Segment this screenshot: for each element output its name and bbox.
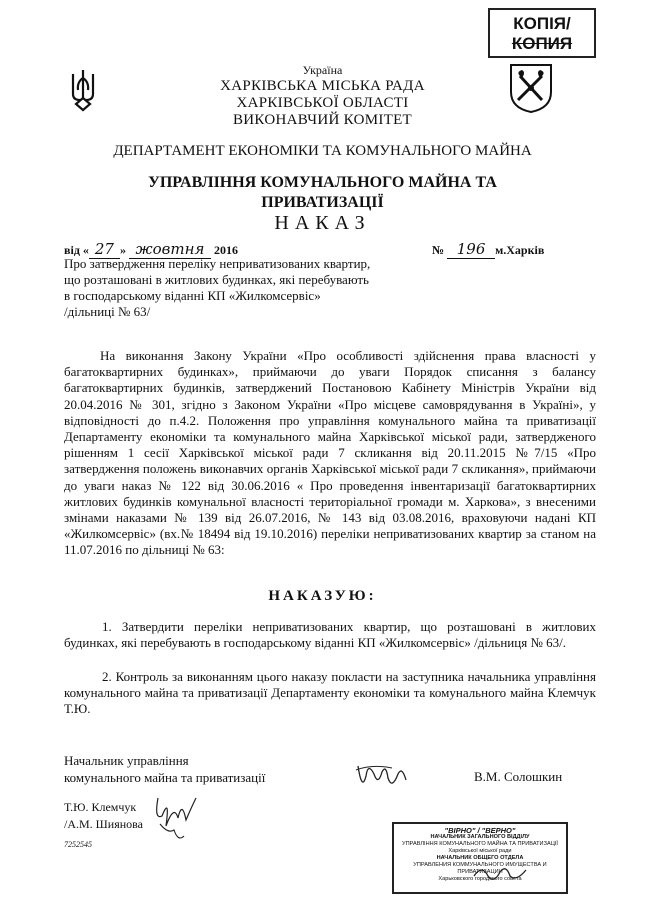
executive-committee: ВИКОНАВЧИЙ КОМІТЕТ bbox=[232, 112, 413, 128]
subject-line: /дільниці № 63/ bbox=[64, 304, 151, 319]
copy-stamp-ru: КОПИЯ bbox=[511, 34, 573, 53]
directorate-line-2: ПРИВАТИЗАЦІЇ bbox=[261, 194, 384, 211]
preamble-paragraph: На виконання Закону України «Про особливості здійснення права власності у багатоквартирних будинках», приймаючи до уваги Порядок списання з балансу багатоквартирних будинків, затверджений Постановою Кабінету Міністрів України від 20.04.2016 № 301, згідно з Законом України «Про місцеве самоврядування в Україні», у відповідності до п.4.2. Положення про управління комунального майна та приватизації Департаменту економіки та комунального майна Харківської міської ради, затвердженого рішенням 1 сесії Харківської міської ради 7 скликання від 20.11.2015 №7/15 «Про затвердження положень виконавчих органів Харківської міської ради 7 скликання», приймаючи до уваги наказ № 122 від 30.06.2016 « Про проведення інвентаризації багатоквартирних житлових будинків комунальної власності територіальної громади м. Харкова», з внесеними змінами наказами № 139 від 26.07.2016, № 143 від 03.08.2016, враховуючи надані КП «Жилкомсервіс» (вх.№ 18494 від 19.10.2016) переліки неприватизованих квартир за станом на 11.07.2016 по дільниці № 63: bbox=[64, 348, 596, 558]
place: м.Харків bbox=[495, 243, 545, 257]
verno-stamp-line: УПРАВЛЕНИЯ КОММУНАЛЬНОГО ИМУЩЕСТВА И ПРИВАТИЗАЦИИ bbox=[413, 862, 547, 875]
date-day: 27 bbox=[89, 240, 120, 259]
order-heading: НАКАЗУЮ: bbox=[268, 588, 377, 604]
date-year: 2016 bbox=[213, 243, 238, 257]
subject-line: що розташовані в житлових будинках, які перебувають bbox=[64, 272, 369, 287]
country-name: Україна bbox=[302, 63, 343, 77]
stamp-signature-icon bbox=[470, 862, 530, 884]
executor-name: Т.Ю. Клемчук bbox=[64, 800, 137, 814]
verno-stamp-line: Харківської міської ради bbox=[448, 848, 512, 854]
copy-stamp-ua: КОПІЯ/ bbox=[513, 14, 571, 33]
order-number bbox=[432, 240, 544, 259]
handwritten-signature-icon bbox=[352, 756, 412, 796]
order-item-2: 2. Контроль за виконанням цього наказу покласти на заступника начальника управління комунального майна та приватизації Департаменту економіки та комунального майна Клемчук Т.Ю. bbox=[64, 669, 596, 717]
document-type: НАКАЗ bbox=[274, 212, 371, 234]
council-title: ХАРКІВСЬКА МІСЬКА РАДА bbox=[220, 78, 425, 94]
directorate-title bbox=[0, 173, 645, 213]
verno-stamp-line: Харьковского городского совета bbox=[438, 876, 522, 882]
verno-stamp-line: НАЧАЛЬНИК ОБЩЕГО ОТДЕЛА bbox=[436, 855, 524, 861]
order-item-1: 1. Затвердити переліки неприватизованих квартир, що розташовані в житлових будинках, які перебувають в господарському віданні КП «Жилкомсервіс» /дільниця № 63/. bbox=[64, 619, 596, 651]
signatory-name: В.М. Солошкин bbox=[474, 769, 563, 784]
number-prefix: № bbox=[432, 243, 445, 257]
order-subject bbox=[64, 256, 394, 320]
position-line-2: комунального майна та приватизації bbox=[64, 769, 266, 785]
date-mid: » bbox=[119, 243, 126, 257]
date-month: жовтня bbox=[129, 240, 211, 259]
department-title: ДЕПАРТАМЕНТ ЕКОНОМІКИ ТА КОМУНАЛЬНОГО МАЙНА bbox=[113, 143, 532, 159]
verno-stamp-line: НАЧАЛЬНИК ЗАГАЛЬНОГО ВІДДІЛУ bbox=[430, 834, 530, 840]
council-region: ХАРКІВСЬКОЇ ОБЛАСТІ bbox=[236, 95, 409, 111]
number-value: 196 bbox=[447, 240, 495, 259]
verno-stamp-title: "ВІРНО" / "ВЕРНО" bbox=[444, 826, 516, 835]
directorate-line-1: УПРАВЛІННЯ КОМУНАЛЬНОГО МАЙНА ТА bbox=[148, 174, 497, 191]
copy-stamp bbox=[488, 8, 596, 58]
executors bbox=[64, 799, 143, 833]
verno-stamp-line: УПРАВЛІННЯ КОМУНАЛЬНОГО МАЙНА ТА ПРИВАТИЗАЦІЇ bbox=[402, 841, 558, 847]
subject-line: в господарському віданні КП «Жилкомсервіс» bbox=[64, 288, 321, 303]
date-prefix: від « bbox=[64, 243, 89, 257]
signatory-position bbox=[64, 753, 265, 786]
position-line-1: Начальник управління bbox=[64, 753, 189, 768]
document-id: 7252545 bbox=[64, 840, 92, 849]
executor-name: /А.М. Шиянова bbox=[64, 817, 143, 831]
subject-line: Про затвердження переліку неприватизованих квартир, bbox=[64, 256, 371, 271]
executor-signature-icon bbox=[148, 790, 208, 844]
